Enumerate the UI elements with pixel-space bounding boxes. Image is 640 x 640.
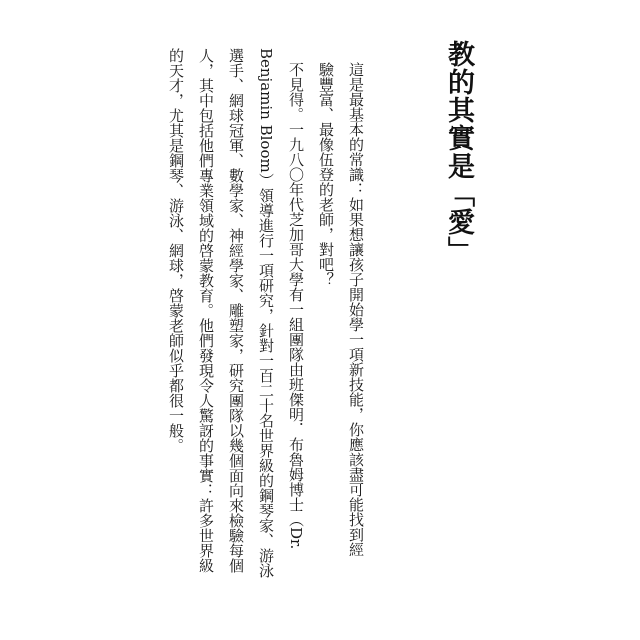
body-line-6: 人，其中包括他們專業領域的啓蒙教育。他們發現令人驚訝的事實：許多世界級 (197, 48, 215, 573)
body-line-4: Benjamin Bloom）領導進行一項研究，針對一百二十名世界級的鋼琴家、游泳 (257, 48, 275, 578)
body-line-1: 這是最基本的常識：如果想讓孩子開始學一項新技能，你應該盡可能找到經 (347, 62, 365, 557)
chapter-heading: 教的其實是「愛」 (443, 40, 474, 264)
body-line-3: 不見得。一九八〇年代芝加哥大學有一組團隊由班傑明．布魯姆博士（Dr. (287, 62, 305, 550)
body-line-5: 選手、網球冠軍、數學家、神經學家、雕塑家，研究團隊以幾個面向來檢驗每個 (227, 48, 245, 573)
body-line-2: 驗豐富、最像伍登的老師，對吧？ (317, 62, 335, 287)
body-line-7: 的天才，尤其是鋼琴、游泳、網球，啓蒙老師似乎都很一般。 (167, 48, 185, 453)
